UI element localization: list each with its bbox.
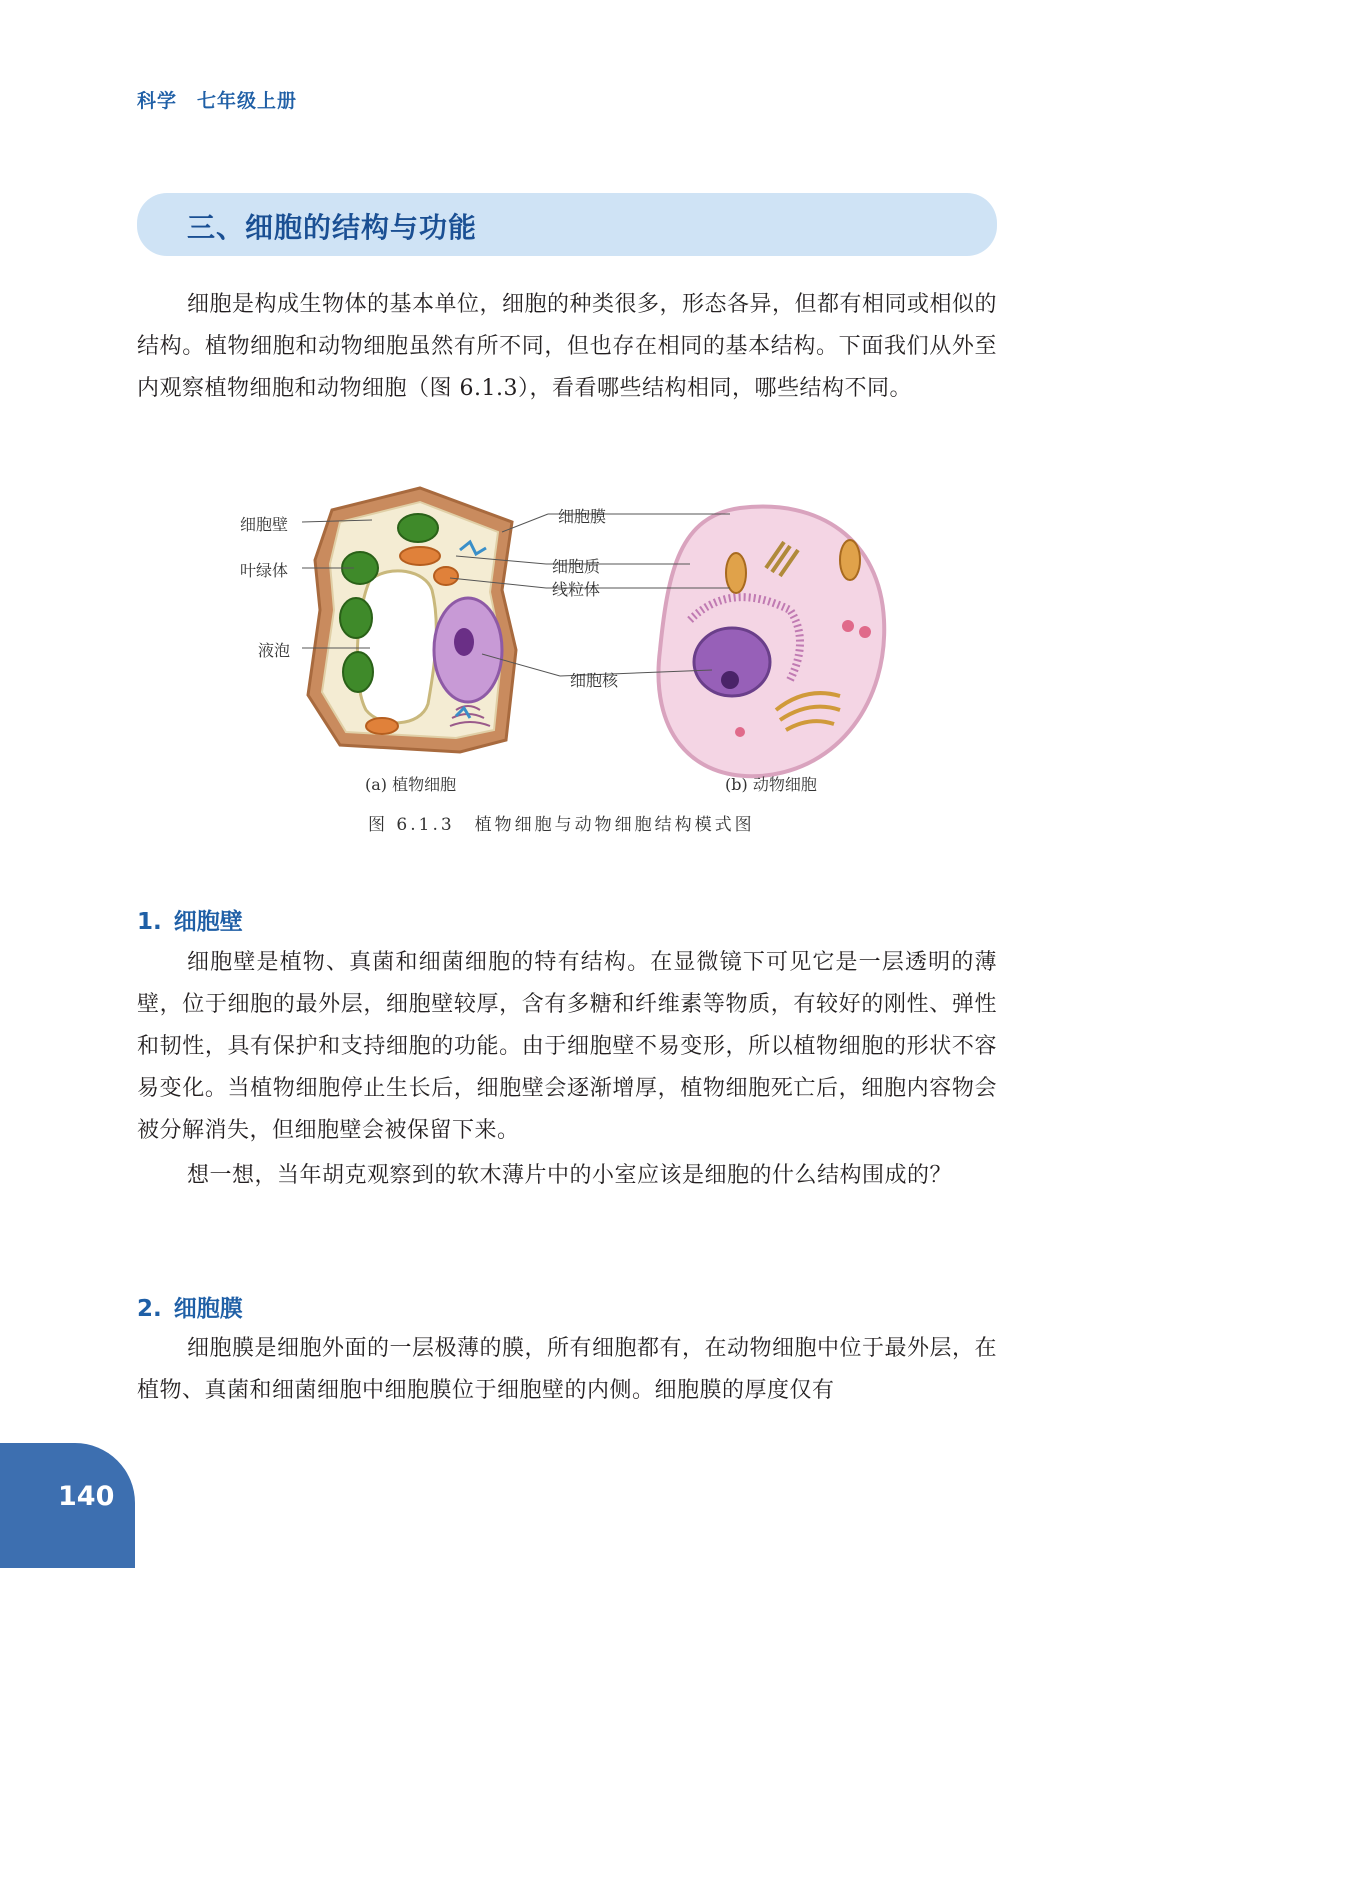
cell-wall-paragraph: 细胞壁是植物、真菌和细菌细胞的特有结构。在显微镜下可见它是一层透明的薄壁，位于细胞的最外层，细胞壁较厚，含有多糖和纤维素等物质，有较好的刚性、弹性和韧性，具有保护和支持细胞的功能。由于细胞壁不易变形，所以植物细胞的形状不容易变化。当植物细胞停止生长后，细胞壁会逐渐增厚，植物细胞死亡后，细胞内容物会被分解消失，但细胞壁会被保留下来。 bbox=[137, 950, 997, 1143]
subject-label: 科学 bbox=[137, 90, 178, 112]
animal-mitochondrion-2 bbox=[840, 540, 860, 580]
subsection-1-title: 细胞壁 bbox=[173, 909, 243, 935]
subcaption-animal: (b) 动物细胞 bbox=[725, 775, 817, 794]
lysosome-2 bbox=[859, 626, 871, 638]
label-cell-membrane: 细胞膜 bbox=[558, 507, 607, 526]
page-number: 140 bbox=[58, 1481, 115, 1512]
page-number-tab bbox=[0, 1443, 135, 1568]
subcaption-plant: (a) 植物细胞 bbox=[365, 775, 457, 794]
grade-label: 七年级上册 bbox=[197, 90, 298, 112]
chloroplast-1 bbox=[398, 514, 438, 542]
label-cytoplasm: 细胞质 bbox=[552, 557, 601, 576]
lysosome-3 bbox=[735, 727, 745, 737]
subsection-2-title: 细胞膜 bbox=[173, 1296, 243, 1322]
cell-structure-figure bbox=[220, 480, 900, 840]
subsection-2-heading bbox=[137, 1290, 243, 1323]
animal-nucleolus bbox=[721, 671, 739, 689]
section-title: 三、细胞的结构与功能 bbox=[187, 211, 478, 244]
subsection-1-number: 1. bbox=[137, 909, 162, 935]
figure-caption: 图 6.1.3 植物细胞与动物细胞结构模式图 bbox=[368, 815, 755, 835]
label-chloroplast: 叶绿体 bbox=[240, 561, 289, 580]
chloroplast-3 bbox=[340, 598, 372, 638]
plant-nucleolus bbox=[454, 628, 474, 656]
animal-mitochondrion-1 bbox=[726, 553, 746, 593]
subsection-1-heading bbox=[137, 903, 243, 936]
mitochondrion-2 bbox=[434, 567, 458, 585]
section-banner bbox=[137, 193, 997, 256]
chloroplast-4 bbox=[343, 652, 373, 692]
mitochondrion-3 bbox=[366, 718, 398, 734]
lysosome-1 bbox=[842, 620, 854, 632]
cell-diagram bbox=[220, 480, 900, 800]
running-head bbox=[137, 86, 297, 113]
label-vacuole: 液泡 bbox=[258, 641, 291, 660]
cell-membrane-paragraph: 细胞膜是细胞外面的一层极薄的膜，所有细胞都有，在动物细胞中位于最外层，在植物、真菌和细菌细胞中细胞膜位于细胞壁的内侧。细胞膜的厚度仅有 bbox=[137, 1336, 998, 1403]
label-nucleus: 细胞核 bbox=[570, 671, 619, 690]
think-question-paragraph: 想一想，当年胡克观察到的软木薄片中的小室应该是细胞的什么结构围成的？ bbox=[187, 1163, 953, 1188]
intro-paragraph: 细胞是构成生物体的基本单位，细胞的种类很多，形态各异，但都有相同或相似的结构。植物细胞和动物细胞虽然有所不同，但也存在相同的基本结构。下面我们从外至内观察植物细胞和动物细胞（图 6.1.3），看看哪些结构相同，哪些结构不同。 bbox=[137, 292, 998, 401]
label-mitochondria: 线粒体 bbox=[552, 580, 601, 599]
label-cell-wall: 细胞壁 bbox=[240, 515, 289, 534]
subsection-2-number: 2. bbox=[137, 1296, 162, 1322]
mitochondrion-1 bbox=[400, 547, 440, 565]
vacuole bbox=[357, 571, 436, 723]
plant-cell-illustration bbox=[308, 488, 516, 752]
animal-cell-illustration bbox=[658, 507, 884, 777]
